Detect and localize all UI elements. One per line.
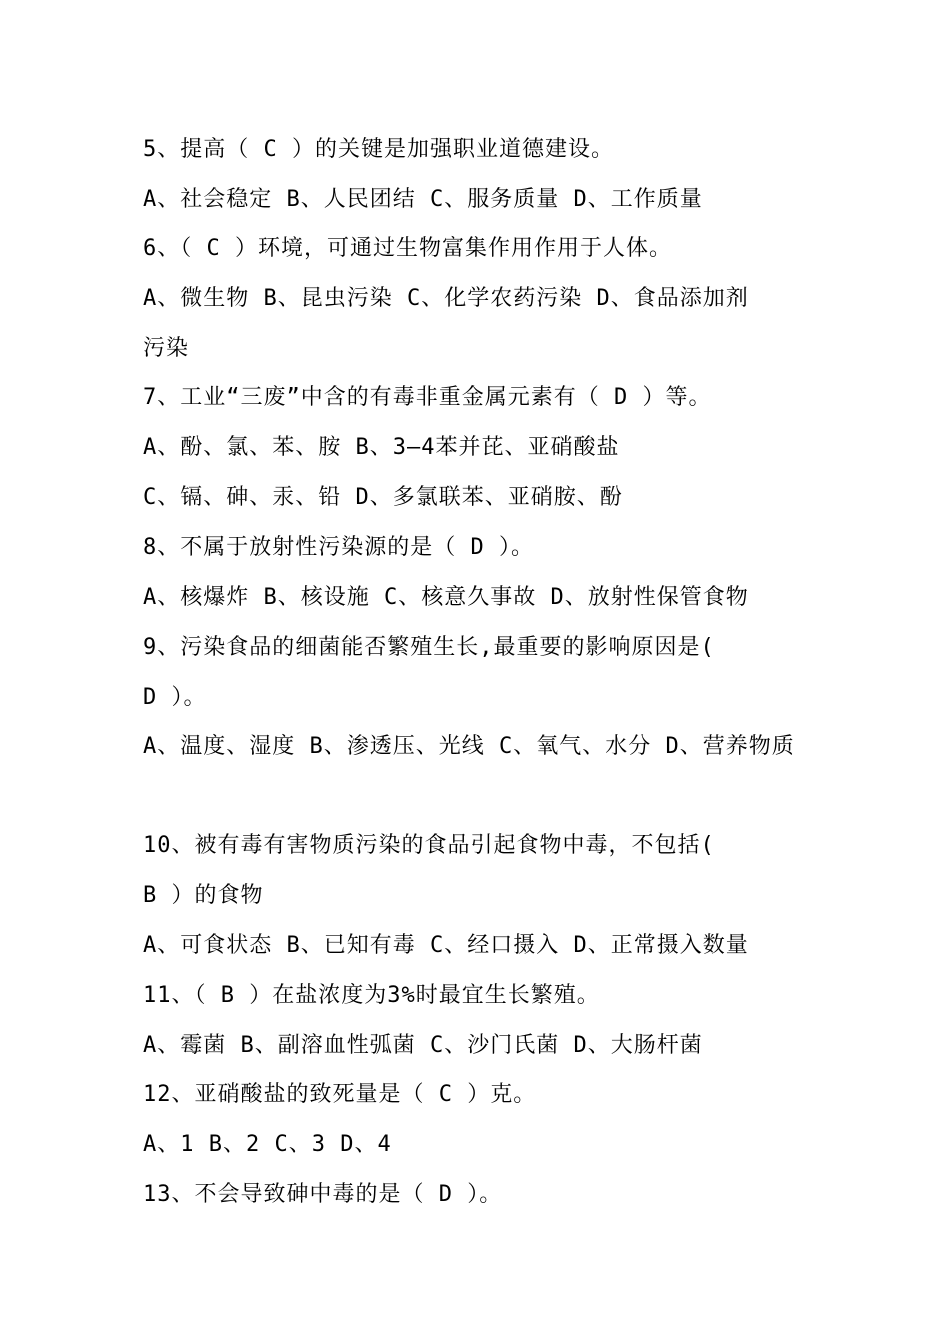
question-8: 8、不属于放射性污染源的是（ D ）。 [143, 535, 534, 560]
question-6: 6、（ C ）环境，可通过生物富集作用作用于人体。 [143, 236, 672, 261]
question-7-options-cd: C、镉、砷、汞、铅 D、多氯联苯、亚硝胺、酚 [143, 485, 623, 510]
question-10-options: A、可食状态 B、已知有毒 C、经口摄入 D、正常摄入数量 [143, 933, 749, 958]
question-10: 10、被有毒有害物质污染的食品引起食物中毒，不包括( [143, 833, 715, 858]
question-12-options: A、1 B、2 C、3 D、4 [143, 1132, 392, 1157]
question-9: 9、污染食品的细菌能否繁殖生长,最重要的影响原因是( [143, 635, 715, 660]
question-11: 11、（ B ）在盐浓度为3%时最宜生长繁殖。 [143, 983, 600, 1008]
question-8-options: A、核爆炸 B、核设施 C、核意久事故 D、放射性保管食物 [143, 585, 749, 610]
question-7: 7、工业“三废”中含的有毒非重金属元素有（ D ）等。 [143, 385, 712, 410]
question-12: 12、亚硝酸盐的致死量是（ C ）克。 [143, 1082, 537, 1107]
question-6-options: A、微生物 B、昆虫污染 C、化学农药污染 D、食品添加剂 [143, 286, 749, 311]
question-9-options: A、温度、湿度 B、渗透压、光线 C、氧气、水分 D、营养物质 [143, 734, 795, 759]
question-6-options-cont: 污染 [143, 336, 190, 361]
question-10-cont: B ）的食物 [143, 883, 264, 908]
question-9-cont: D ）。 [143, 685, 207, 710]
question-11-options: A、霉菌 B、副溶血性弧菌 C、沙门氏菌 D、大肠杆菌 [143, 1033, 703, 1058]
question-7-options-ab: A、酚、氯、苯、胺 B、3—4苯并芘、亚硝酸盐 [143, 435, 620, 460]
question-5: 5、提高（ C ）的关键是加强职业道德建设。 [143, 137, 614, 162]
question-13: 13、不会导致砷中毒的是（ D ）。 [143, 1182, 503, 1207]
question-5-options: A、社会稳定 B、人民团结 C、服务质量 D、工作质量 [143, 187, 703, 212]
